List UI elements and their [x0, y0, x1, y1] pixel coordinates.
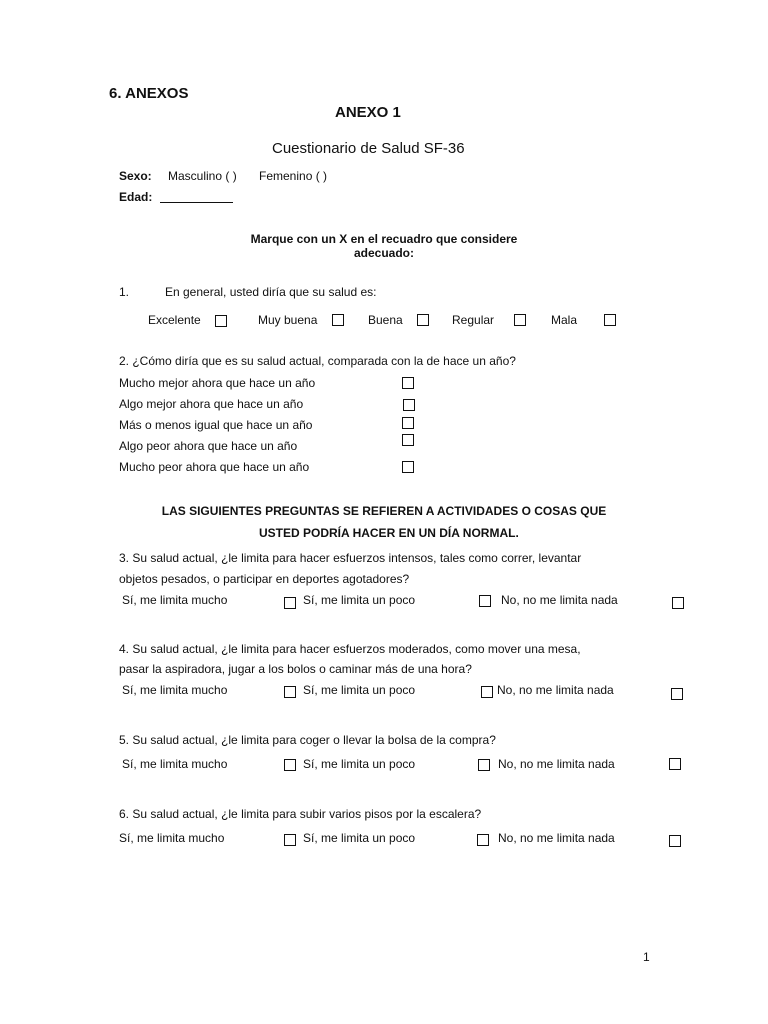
sex-label: Sexo: [119, 169, 152, 183]
instruction-line-2: adecuado: [353, 246, 414, 260]
q1-option-label: Muy buena [258, 313, 318, 327]
q2-checkbox[interactable] [402, 461, 414, 473]
q5-option-label: Sí, me limita mucho [122, 757, 228, 771]
q1-option-label: Buena [368, 313, 403, 327]
q2-option-label: Más o menos igual que hace un año [119, 418, 313, 432]
section2-line-1: LAS SIGUIENTES PREGUNTAS SE REFIEREN A ACTIVIDADES O COSAS QUE [161, 504, 607, 518]
q4-text-line-2: pasar la aspiradora, jugar a los bolos o caminar más de una hora? [119, 662, 472, 676]
q1-option-label: Mala [551, 313, 578, 327]
q3-checkbox[interactable] [672, 597, 684, 609]
q2-checkbox[interactable] [402, 434, 414, 446]
q1-number: 1. [119, 285, 130, 299]
questionnaire-title: Cuestionario de Salud SF-36 [272, 140, 465, 157]
q6-option-label: Sí, me limita un poco [303, 831, 416, 845]
q6-checkbox[interactable] [477, 834, 489, 846]
q5-checkbox[interactable] [669, 758, 681, 770]
q1-checkbox[interactable] [215, 315, 227, 327]
sex-option-male[interactable]: Masculino ( ) [168, 169, 237, 183]
q2-checkbox[interactable] [402, 417, 414, 429]
q1-checkbox[interactable] [604, 314, 616, 326]
q2-option-label: Mucho mejor ahora que hace un año [119, 376, 316, 390]
q6-option-label: Sí, me limita mucho [119, 831, 225, 845]
q1-checkbox[interactable] [417, 314, 429, 326]
section-title: 6. ANEXOS [109, 85, 189, 102]
q2-checkbox[interactable] [402, 377, 414, 389]
sex-option-female[interactable]: Femenino ( ) [259, 169, 328, 183]
q5-checkbox[interactable] [284, 759, 296, 771]
section2-line-2: USTED PODRÍA HACER EN UN DÍA NORMAL. [259, 526, 519, 540]
q3-text-line-1: 3. Su salud actual, ¿le limita para hacer esfuerzos intensos, tales como correr, levantar [119, 551, 582, 565]
q2-option-label: Algo peor ahora que hace un año [119, 439, 298, 453]
q2-checkbox[interactable] [403, 399, 415, 411]
q5-text: 5. Su salud actual, ¿le limita para coger o llevar la bolsa de la compra? [119, 733, 496, 747]
q1-option-label: Regular [452, 313, 495, 327]
q4-checkbox[interactable] [284, 686, 296, 698]
q5-checkbox[interactable] [478, 759, 490, 771]
q4-option-label: Sí, me limita un poco [303, 683, 416, 697]
page-number: 1 [643, 950, 650, 964]
q4-checkbox[interactable] [481, 686, 493, 698]
q1-option-label: Excelente [148, 313, 201, 327]
q3-option-label: Sí, me limita mucho [122, 593, 228, 607]
q3-text-line-2: objetos pesados, o participar en deportes agotadores? [119, 572, 410, 586]
q4-checkbox[interactable] [671, 688, 683, 700]
q5-option-label: No, no me limita nada [498, 757, 615, 771]
q4-option-label: Sí, me limita mucho [122, 683, 228, 697]
age-label: Edad: [119, 190, 153, 204]
annex-title: ANEXO 1 [335, 104, 401, 121]
q1-checkbox[interactable] [514, 314, 526, 326]
q3-checkbox[interactable] [479, 595, 491, 607]
q3-checkbox[interactable] [284, 597, 296, 609]
q3-option-label: No, no me limita nada [501, 593, 618, 607]
q2-option-label: Algo mejor ahora que hace un año [119, 397, 304, 411]
q6-text: 6. Su salud actual, ¿le limita para subir varios pisos por la escalera? [119, 807, 482, 821]
q6-checkbox[interactable] [284, 834, 296, 846]
q1-text: En general, usted diría que su salud es: [165, 285, 377, 299]
q6-checkbox[interactable] [669, 835, 681, 847]
instruction-line-1: Marque con un X en el recuadro que considere [250, 232, 518, 246]
q2-option-label: Mucho peor ahora que hace un año [119, 460, 310, 474]
q6-option-label: No, no me limita nada [498, 831, 615, 845]
q4-text-line-1: 4. Su salud actual, ¿le limita para hacer esfuerzos moderados, como mover una mesa, [119, 642, 581, 656]
q5-option-label: Sí, me limita un poco [303, 757, 416, 771]
q2-text: 2. ¿Cómo diría que es su salud actual, comparada con la de hace un año? [119, 354, 516, 368]
q3-option-label: Sí, me limita un poco [303, 593, 416, 607]
age-input-line[interactable] [160, 202, 233, 203]
q4-option-label: No, no me limita nada [497, 683, 614, 697]
q1-checkbox[interactable] [332, 314, 344, 326]
